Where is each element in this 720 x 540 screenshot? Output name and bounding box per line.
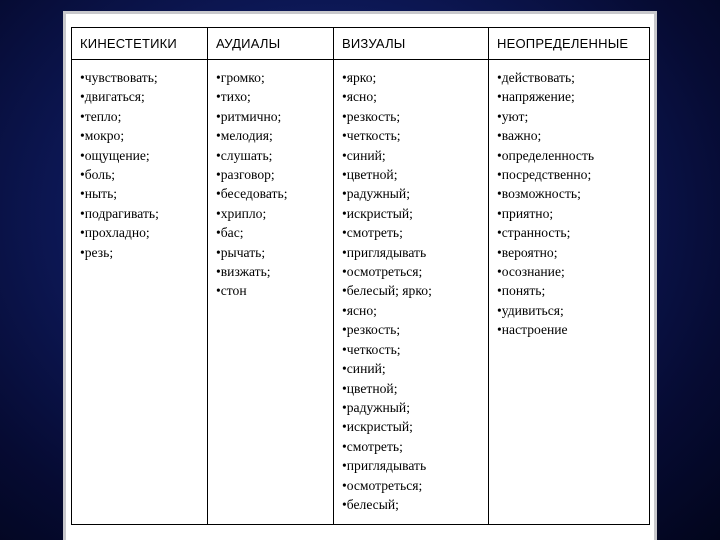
list-item: •настроение xyxy=(497,322,568,338)
header-visuals: ВИЗУАЛЫ xyxy=(334,28,489,60)
undetermined-cell xyxy=(489,60,650,525)
list-item: •осознание; xyxy=(497,264,565,280)
audials-cell xyxy=(208,60,334,525)
visuals-cell xyxy=(334,60,489,525)
list-item: •странность; xyxy=(497,225,571,241)
list-item: •подрагивать; xyxy=(80,205,159,221)
table-header-row xyxy=(72,28,650,60)
list-item: •двигаться; xyxy=(80,89,145,105)
list-item: •беседовать; xyxy=(216,186,288,202)
list-item: •белесый; xyxy=(342,496,399,512)
list-item: •прохладно; xyxy=(80,225,150,241)
list-item: •важно; xyxy=(497,128,542,144)
list-item: •ощущение; xyxy=(80,147,150,163)
list-item: •удивиться; xyxy=(497,302,564,318)
list-item: •бас; xyxy=(216,225,244,241)
list-item: •мокро; xyxy=(80,128,125,144)
list-item: •чувствовать; xyxy=(80,70,158,85)
list-item: •смотреть; xyxy=(342,438,403,454)
list-item: •слушать; xyxy=(216,147,273,163)
list-item: •возможность; xyxy=(497,186,581,202)
list-item: •ясно; xyxy=(342,89,377,105)
list-item: •напряжение; xyxy=(497,89,575,105)
table-body-row xyxy=(72,60,650,525)
list-item: •вероятно; xyxy=(497,244,558,260)
list-item: •хрипло; xyxy=(216,205,267,221)
list-item: •белесый; ярко; xyxy=(342,283,432,299)
list-item: •резь; xyxy=(80,244,114,260)
list-item: •четкость; xyxy=(342,128,401,144)
list-item: •тепло; xyxy=(80,108,122,124)
list-item: •приглядывать xyxy=(342,458,427,474)
list-item: •рычать; xyxy=(216,244,266,260)
list-item: •четкость; xyxy=(342,341,401,357)
list-item: •цветной; xyxy=(342,167,398,183)
list-item: •цветной; xyxy=(342,380,398,396)
list-item: •синий; xyxy=(342,361,386,377)
list-item: •радужный; xyxy=(342,399,410,415)
list-item: •ярко; xyxy=(342,70,377,85)
list-item: •действовать; xyxy=(497,70,575,85)
slide xyxy=(63,11,657,540)
list-item: •боль; xyxy=(80,167,116,183)
list-item: •осмотреться; xyxy=(342,264,423,280)
header-undetermined: НЕОПРЕДЕЛЕННЫЕ xyxy=(489,28,650,60)
header-kinesthetics: КИНЕСТЕТИКИ xyxy=(72,28,208,60)
list-item: •определенность xyxy=(497,147,595,163)
list-item: •смотреть; xyxy=(342,225,403,241)
list-item: •осмотреться; xyxy=(342,477,423,493)
list-item: •посредственно; xyxy=(497,167,592,183)
list-item: •громко; xyxy=(216,70,265,85)
list-item: •искристый; xyxy=(342,205,413,221)
slide-border-right xyxy=(654,11,657,540)
list-item: •приятно; xyxy=(497,205,554,221)
header-audials: АУДИАЛЫ xyxy=(208,28,334,60)
perception-types-table xyxy=(71,27,650,525)
list-item: •тихо; xyxy=(216,89,251,105)
list-item: •стон xyxy=(216,283,247,299)
list-item: •понять; xyxy=(497,283,546,299)
list-item: •синий; xyxy=(342,147,386,163)
list-item: •радужный; xyxy=(342,186,410,202)
list-item: •приглядывать xyxy=(342,244,427,260)
slide-border-top xyxy=(63,11,657,14)
kinesthetics-cell xyxy=(72,60,208,525)
list-item: •резкость; xyxy=(342,108,401,124)
list-item: •разговор; xyxy=(216,167,275,183)
slide-border-left xyxy=(63,11,66,540)
list-item: •ритмично; xyxy=(216,108,282,124)
list-item: •визжать; xyxy=(216,264,271,280)
list-item: •ясно; xyxy=(342,302,377,318)
list-item: •резкость; xyxy=(342,322,401,338)
list-item: •уют; xyxy=(497,108,529,124)
list-item: •мелодия; xyxy=(216,128,273,144)
list-item: •ныть; xyxy=(80,186,118,202)
list-item: •искристый; xyxy=(342,419,413,435)
